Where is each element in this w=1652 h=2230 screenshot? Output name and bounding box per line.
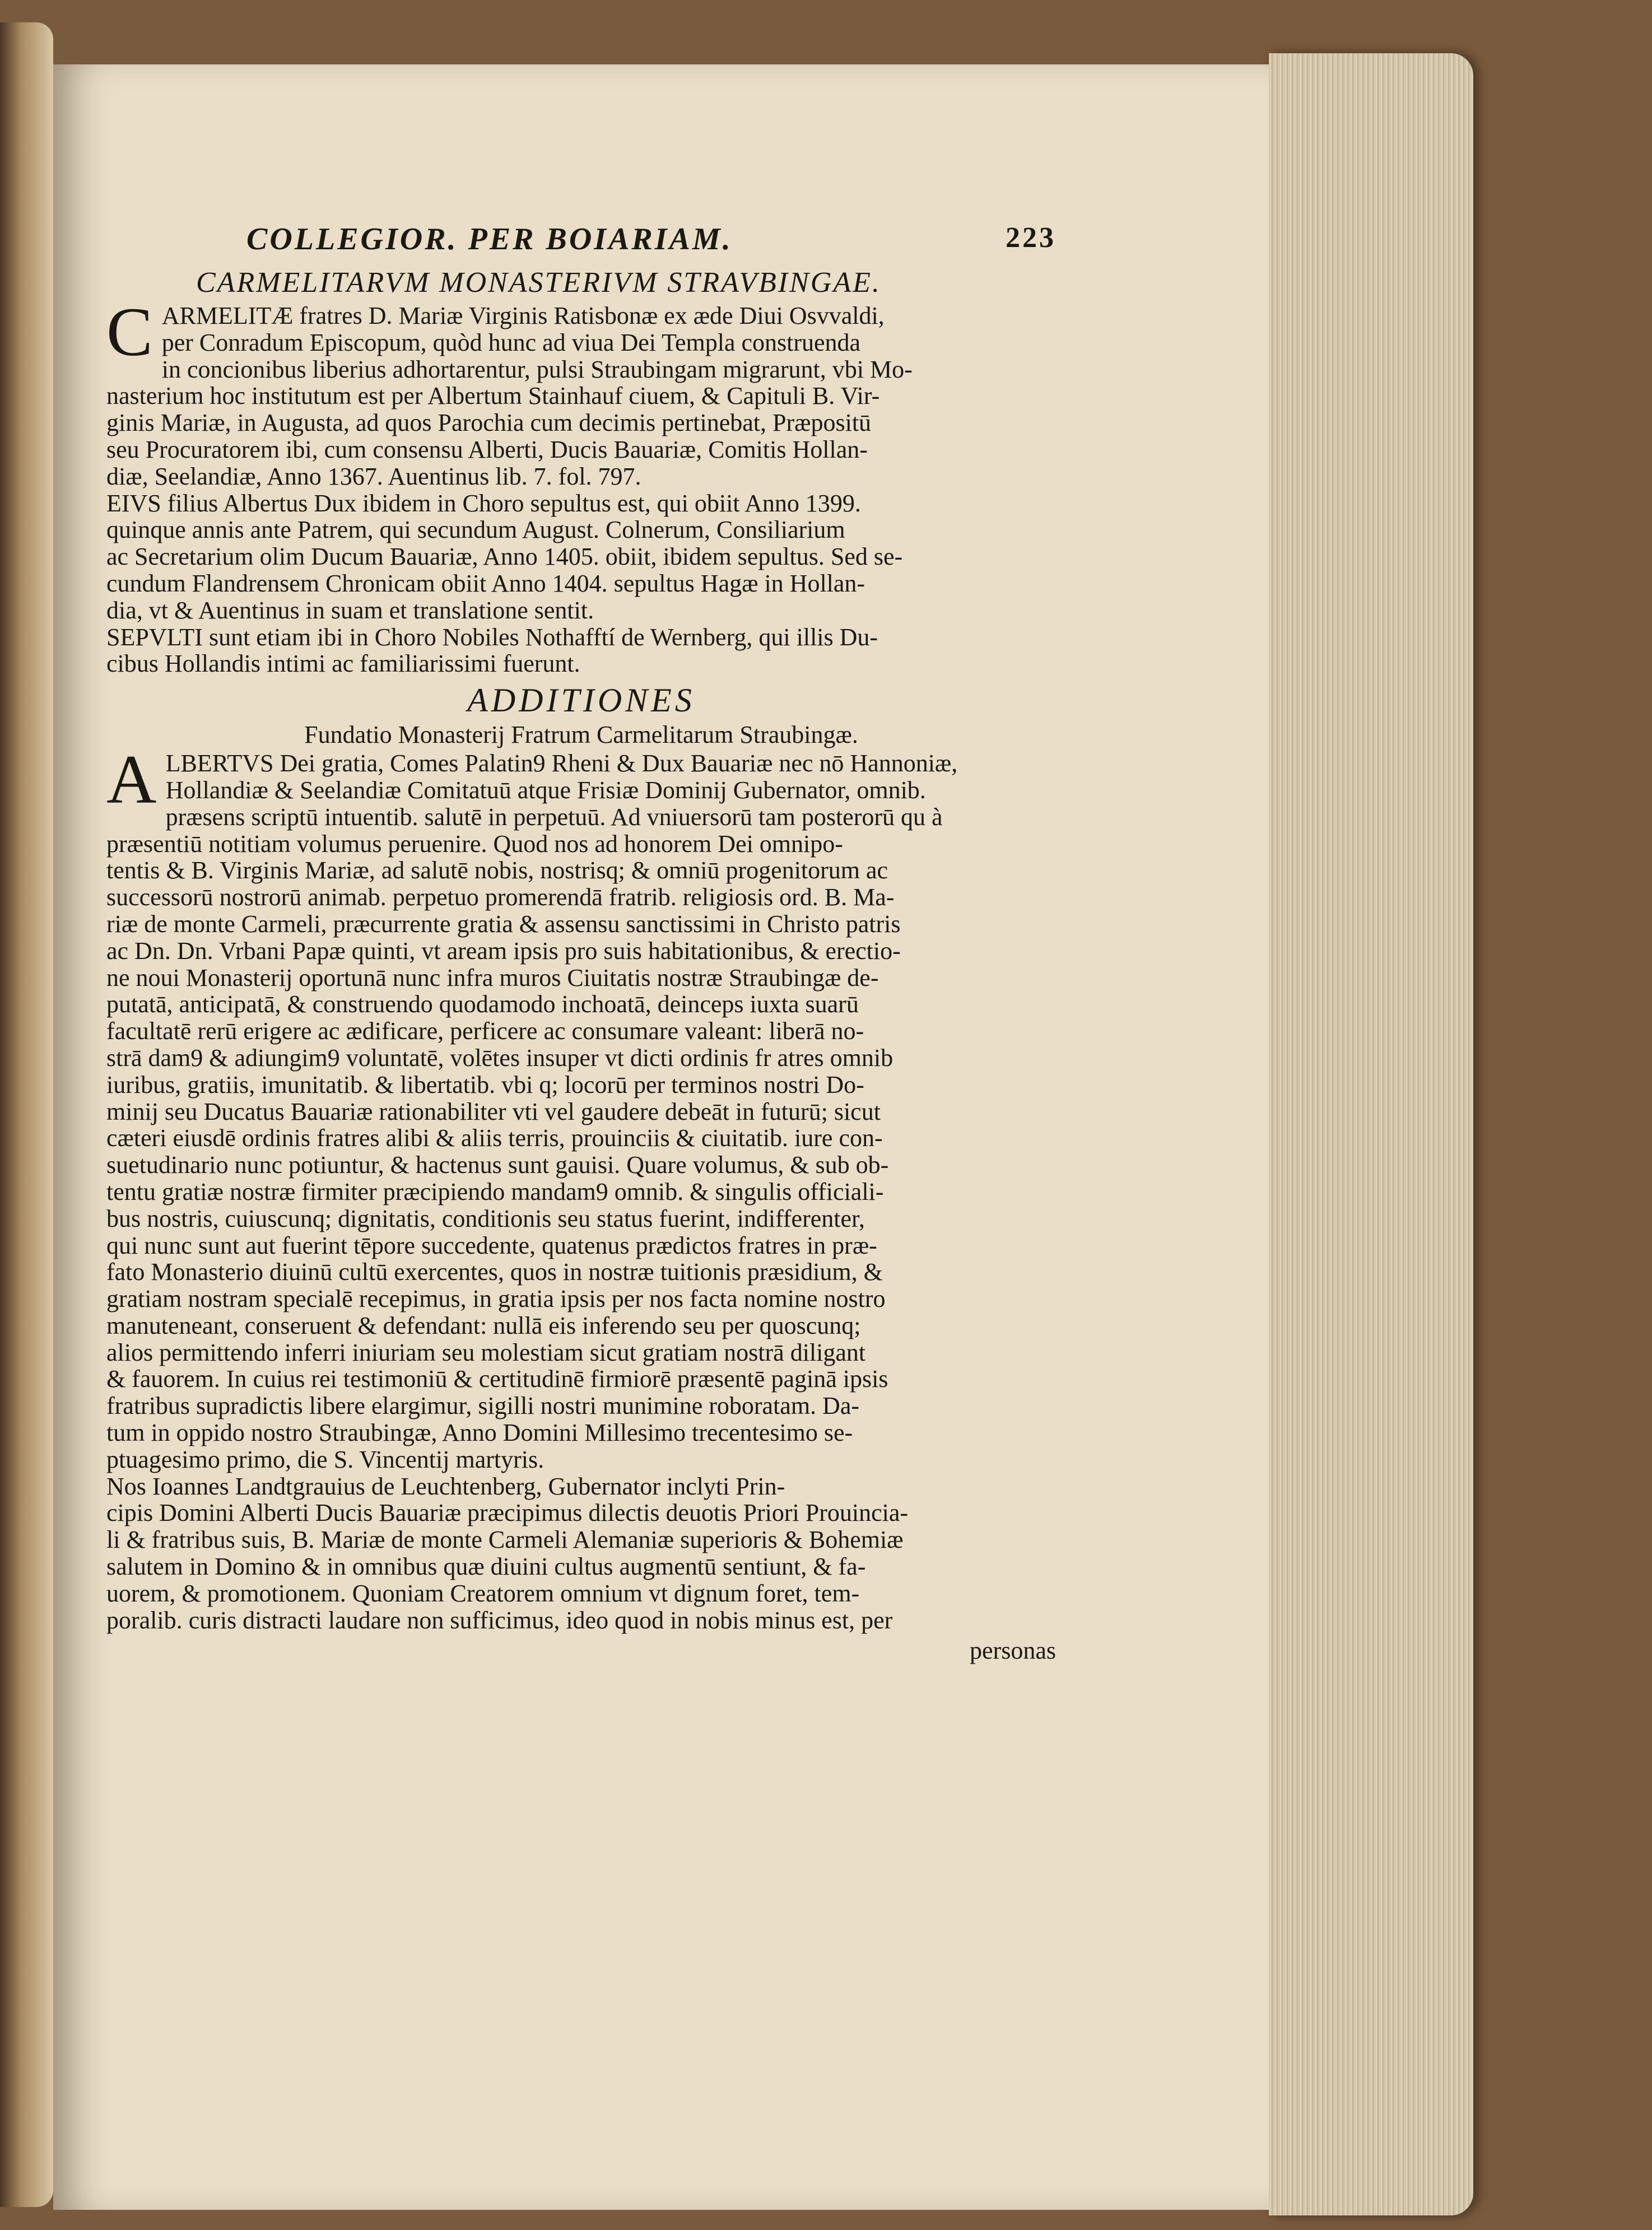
text-line: successorū nostrorū animab. perpetuo promerendā fratrib. religiosis ord. B. Ma- — [106, 883, 895, 911]
page-number: 223 — [1006, 222, 1056, 254]
text-line: Hollandiæ & Seelandiæ Comitatuū atque Frisiæ Dominij Gubernator, omnib. — [165, 776, 926, 804]
text-line: nasterium hoc institutum est per Albertum Stainhauf ciuem, & Capituli B. Vir- — [106, 382, 880, 410]
text-line: ac Dn. Dn. Vrbani Papæ quinti, vt aream ipsis pro suis habitationibus, & erectio- — [106, 937, 901, 965]
text-line: salutem in Domino & in omnibus quæ diuini cultus augmentū sentiunt, & fa- — [106, 1553, 866, 1581]
text-line: cibus Hollandis intimi ac familiarissimi fuerunt. — [106, 650, 580, 678]
text-line: riæ de monte Carmeli, præcurrente gratia & assensu sanctissimi in Christo patris — [106, 910, 901, 938]
text-line: strā dam9 & adiungim9 voluntatē, volētes insuper vt dicti ordinis fr atres omnib — [106, 1044, 894, 1072]
text-line: ne noui Monasterij oportunā nunc infra muros Ciuitatis nostræ Straubingæ de- — [106, 963, 879, 991]
text-line: facultatē rerū erigere ac ædificare, perficere ac consumare valeant: liberā no- — [106, 1017, 864, 1045]
text-line: uorem, & promotionem. Quoniam Creatorem omnium vt dignum foret, tem- — [106, 1579, 860, 1607]
paragraph-eius — [106, 490, 1056, 624]
text-line: qui nunc sunt aut fuerint tēpore succedente, quatenus prædictos fratres in præ- — [106, 1231, 877, 1259]
text-line: LBERTVS Dei gratia, Comes Palatin9 Rheni & Dux Bauariæ nec nō Hannoniæ, — [165, 749, 958, 778]
text-line: minij seu Ducatus Bauariæ rationabiliter vti vel gaudere debeāt in futurū; sicut — [106, 1097, 881, 1125]
text-line: cipis Domini Alberti Ducis Bauariæ præcipimus dilectis deuotis Priori Prouincia- — [106, 1499, 909, 1527]
additiones-caption: Fundatio Monasterij Fratrum Carmelitarum Straubingæ. — [304, 721, 858, 749]
text-line: diæ, Seelandiæ, Anno 1367. Auentinus lib. 7. fol. 797. — [106, 462, 641, 490]
paragraph-carmelitae — [106, 294, 1056, 490]
paragraph-ioannes — [106, 1473, 1056, 1634]
text-line: EIVS filius Albertus Dux ibidem in Choro sepultus est, qui obiit Anno 1399. — [106, 489, 861, 517]
left-page-edge — [0, 22, 53, 2207]
text-line: præsens scriptū intuentib. salutē in perpetuū. Ad vniuersorū tam posterorū qu à — [165, 803, 943, 831]
text-line: fato Monasterio diuinū cultū exercentes, quos in nostræ tuitionis præsidium, & — [106, 1258, 883, 1286]
text-line: alios permittendo inferri iniuriam seu molestiam sicut gratiam nostrā diligant — [106, 1338, 866, 1366]
text-line: per Conradum Episcopum, quòd hunc ad viua Dei Templa construenda — [161, 328, 861, 356]
paragraph-sepulti — [106, 624, 1056, 678]
text-line: in concionibus liberius adhortarentur, pulsi Straubingam migrarunt, vbi Mo- — [161, 355, 913, 383]
text-line: manuteneant, conseruent & defendant: nullā eis inferendo seu per quoscunq; — [106, 1311, 861, 1339]
text-line: putatā, anticipatā, & construendo quodamodo inchoatā, deinceps iuxta suarū — [106, 990, 859, 1018]
text-line: iuribus, gratiis, imunitatib. & libertatib. vbi q; locorū per terminos nostri Do- — [106, 1070, 864, 1098]
text-line: bus nostris, cuiuscunq; dignitatis, conditionis seu status fuerint, indifferenter, — [106, 1204, 865, 1232]
text-line: ac Secretarium olim Ducum Bauariæ, Anno 1405. obiit, ibidem sepultus. Sed se- — [106, 543, 903, 571]
text-line: præsentiū notitiam volumus peruenire. Quod nos ad honorem Dei omnipo- — [106, 830, 843, 858]
text-line: SEPVLTI sunt etiam ibi in Choro Nobiles Nothafftí de Wernberg, qui illis Du- — [106, 623, 878, 651]
paragraph-albertus — [106, 741, 1056, 1473]
text-line: ginis Mariæ, in Augusta, ad quos Parochia cum decimis pertinebat, Præpositū — [106, 409, 872, 437]
text-line: tentis & B. Virginis Mariæ, ad salutē nobis, nostrisq; & omniū progenitorum ac — [106, 856, 888, 884]
running-head-title: COLLEGIOR. PER BOIARIAM. — [246, 222, 733, 257]
text-line: ARMELITÆ fratres D. Mariæ Virginis Ratisbonæ ex æde Diui Osvvaldi, — [161, 302, 885, 329]
text-line: cæteri eiusdē ordinis fratres alibi & aliis terris, prouinciis & ciuitatib. iure con- — [106, 1124, 883, 1152]
running-head — [106, 221, 1056, 266]
page-block-edges — [1269, 53, 1473, 2215]
text-line: & fauorem. In cuius rei testimoniū & certitudinē firmiorē præsentē paginā ipsis — [106, 1365, 888, 1393]
section-title: CARMELITARVM MONASTERIVM STRAVBINGAE. — [196, 267, 881, 299]
text-line: dia, vt & Auentinus in suam et translatione sentit. — [106, 596, 594, 624]
text-line: quinque annis ante Patrem, qui secundum August. Colnerum, Consiliarium — [106, 516, 845, 544]
text-line: li & fratribus suis, B. Mariæ de monte Carmeli Alemaniæ superioris & Bohemiæ — [106, 1526, 904, 1554]
text-line: tum in oppido nostro Straubingæ, Anno Domini Millesimo trecentesimo se- — [106, 1419, 853, 1447]
text-line: seu Procuratorem ibi, cum consensu Alberti, Ducis Bauariæ, Comitis Hollan- — [106, 435, 868, 463]
text-line: cundum Flandrensem Chronicam obiit Anno 1404. sepultus Hagæ in Hollan- — [106, 569, 865, 597]
text-line: ptuagesimo primo, die S. Vincentij martyris. — [106, 1445, 545, 1473]
text-line: tentu gratiæ nostræ firmiter præcipiendo mandam9 omnib. & singulis officiali- — [106, 1177, 884, 1205]
dropcap-a: A — [106, 741, 157, 818]
text-line: Nos Ioannes Landtgrauius de Leuchtenberg, Gubernator inclyti Prin- — [106, 1472, 785, 1500]
text-block — [106, 221, 1056, 1665]
catchword: personas — [970, 1637, 1056, 1665]
dropcap-c: C — [106, 294, 153, 370]
text-line: fratribus supradictis libere elargimur, sigilli nostri munimine roboratam. Da- — [106, 1392, 859, 1420]
additiones-heading: ADDITIONES — [467, 682, 695, 719]
text-line: suetudinario nunc potiuntur, & hactenus sunt gauisi. Quare volumus, & sub ob- — [106, 1151, 889, 1179]
text-line: poralib. curis distracti laudare non sufficimus, ideo quod in nobis minus est, per — [106, 1606, 893, 1634]
text-line: gratiam nostram specialē recepimus, in gratia ipsis per nos facta nomine nostro — [106, 1285, 886, 1313]
